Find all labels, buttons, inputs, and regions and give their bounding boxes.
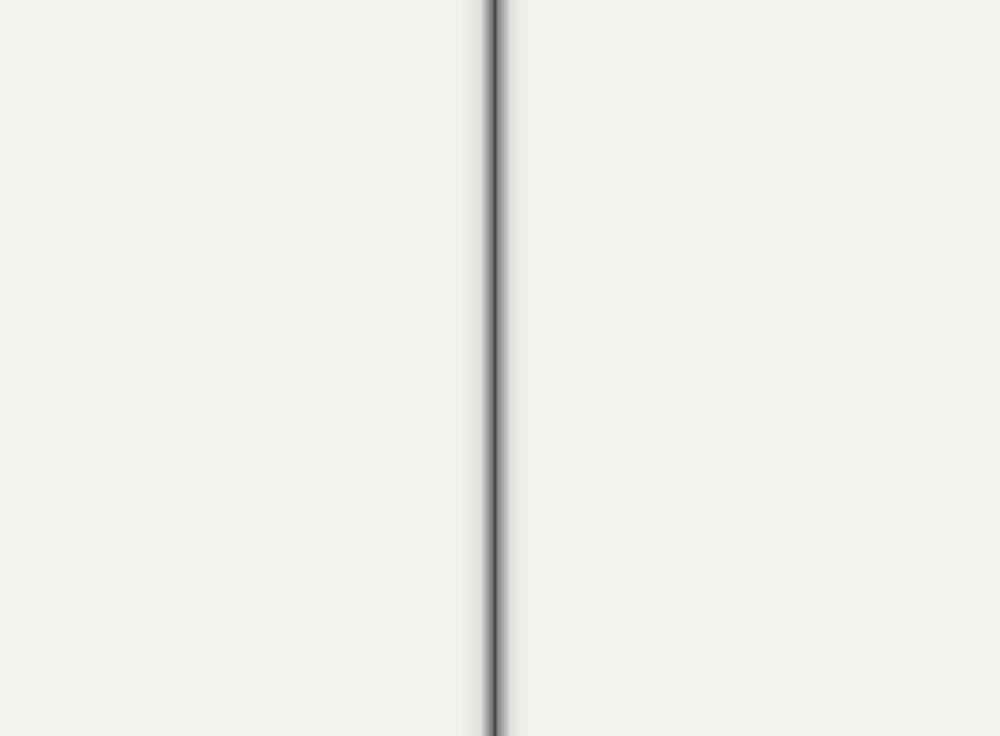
left-line-6 [46, 125, 458, 149]
quote-3-cont [62, 431, 458, 455]
left-line-5 [46, 100, 458, 124]
quote-5 [62, 506, 458, 530]
left-line-10 [46, 225, 458, 249]
right-page [490, 0, 1000, 736]
left-line-9 [46, 200, 458, 224]
quote-6-cont [62, 556, 458, 580]
left-line-14 [46, 328, 458, 352]
quote-6 [62, 531, 458, 555]
quote-4-cont [62, 481, 458, 505]
left-line-2 [46, 25, 458, 49]
left-line-11 [46, 250, 458, 274]
left-line-7 [62, 150, 458, 174]
left-line-13 [62, 303, 458, 327]
left-line-1 [46, 0, 458, 24]
left-line-12 [46, 275, 458, 299]
quote-4 [62, 456, 458, 480]
quote-7 [62, 581, 458, 605]
quote-7-cont [62, 606, 458, 630]
left-line-8 [46, 175, 458, 199]
quote-1 [62, 356, 458, 380]
quote-2 [62, 381, 458, 405]
left-line-3 [46, 50, 458, 74]
quote-3 [62, 406, 458, 430]
left-line-4 [46, 75, 458, 99]
